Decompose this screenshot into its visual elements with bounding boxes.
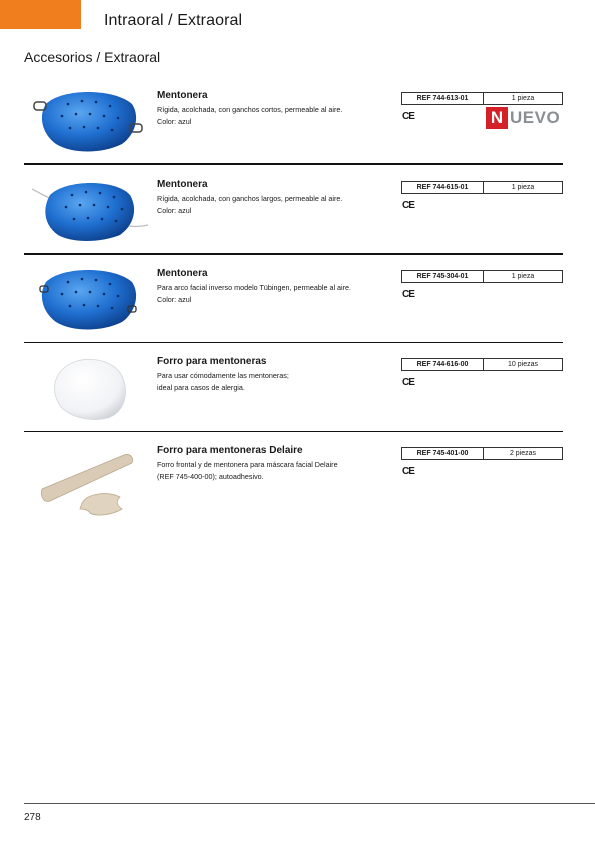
new-product-badge: N UEVO xyxy=(486,107,564,129)
product-description: Para arco facial inverso modelo Tübingen, permeable al aire. Color: azul xyxy=(157,283,352,304)
product-name: Mentonera xyxy=(157,90,208,101)
product-name: Mentonera xyxy=(157,179,208,190)
product-name: Mentonera xyxy=(157,268,208,279)
package-quantity: 10 piezas xyxy=(508,361,538,368)
blue-chin-cup-image xyxy=(32,90,148,170)
product-name: Forro para mentoneras xyxy=(157,356,267,367)
ce-mark-icon: CE xyxy=(402,466,414,477)
felt-pads-image xyxy=(32,445,148,535)
ce-mark-icon: CE xyxy=(402,111,414,122)
blue-chin-cup-image xyxy=(32,179,148,259)
package-quantity: 1 pieza xyxy=(511,95,535,102)
page-number: 278 xyxy=(24,812,41,823)
section-divider xyxy=(24,431,563,432)
section-title: Intraoral / Extraoral xyxy=(104,12,243,29)
product-entry xyxy=(24,356,563,428)
reference-number: REF 745-401-00 xyxy=(402,448,484,459)
category-subheading: Accesorios / Extraoral xyxy=(24,49,161,65)
package-quantity: 1 pieza xyxy=(511,273,535,280)
product-name: Forro para mentoneras Delaire xyxy=(157,445,303,456)
reference-table-row xyxy=(401,92,563,105)
ce-mark-icon: CE xyxy=(402,200,414,211)
white-liner-image xyxy=(32,356,148,436)
reference-table-row xyxy=(401,181,563,194)
blue-chin-cup-image xyxy=(32,268,148,348)
ce-mark-icon: CE xyxy=(402,289,414,300)
ce-mark-icon: CE xyxy=(402,377,414,388)
product-description: Rígida, acolchada, con ganchos largos, permeable al aire. Color: azul xyxy=(157,194,343,215)
product-description: Para usar cómodamente las mentoneras; ideal para casos de alergia. xyxy=(157,371,289,392)
product-entry xyxy=(24,179,563,251)
footer-rule xyxy=(24,803,595,804)
package-quantity: 1 pieza xyxy=(511,184,535,191)
reference-table-row xyxy=(401,358,563,371)
reference-table-row xyxy=(401,270,563,283)
package-quantity: 2 piezas xyxy=(509,450,537,457)
reference-number: REF 745-304-01 xyxy=(402,271,484,282)
section-divider xyxy=(24,342,563,343)
product-entry xyxy=(24,268,563,340)
product-description: Rígida, acolchada, con ganchos cortos, permeable al aire. Color: azul xyxy=(157,105,343,126)
reference-number: REF 744-613-01 xyxy=(402,93,484,104)
product-description: Forro frontal y de mentonera para máscara facial Delaire (REF 745-400-00); autoadhesivo. xyxy=(157,460,338,481)
product-entry xyxy=(24,90,563,162)
section-divider xyxy=(24,163,563,165)
section-divider xyxy=(24,253,563,255)
reference-table-row xyxy=(401,447,563,460)
section-color-tab xyxy=(0,0,81,29)
reference-number: REF 744-615-01 xyxy=(402,182,484,193)
reference-number: REF 744-616-00 xyxy=(402,359,484,370)
product-entry xyxy=(24,445,563,535)
